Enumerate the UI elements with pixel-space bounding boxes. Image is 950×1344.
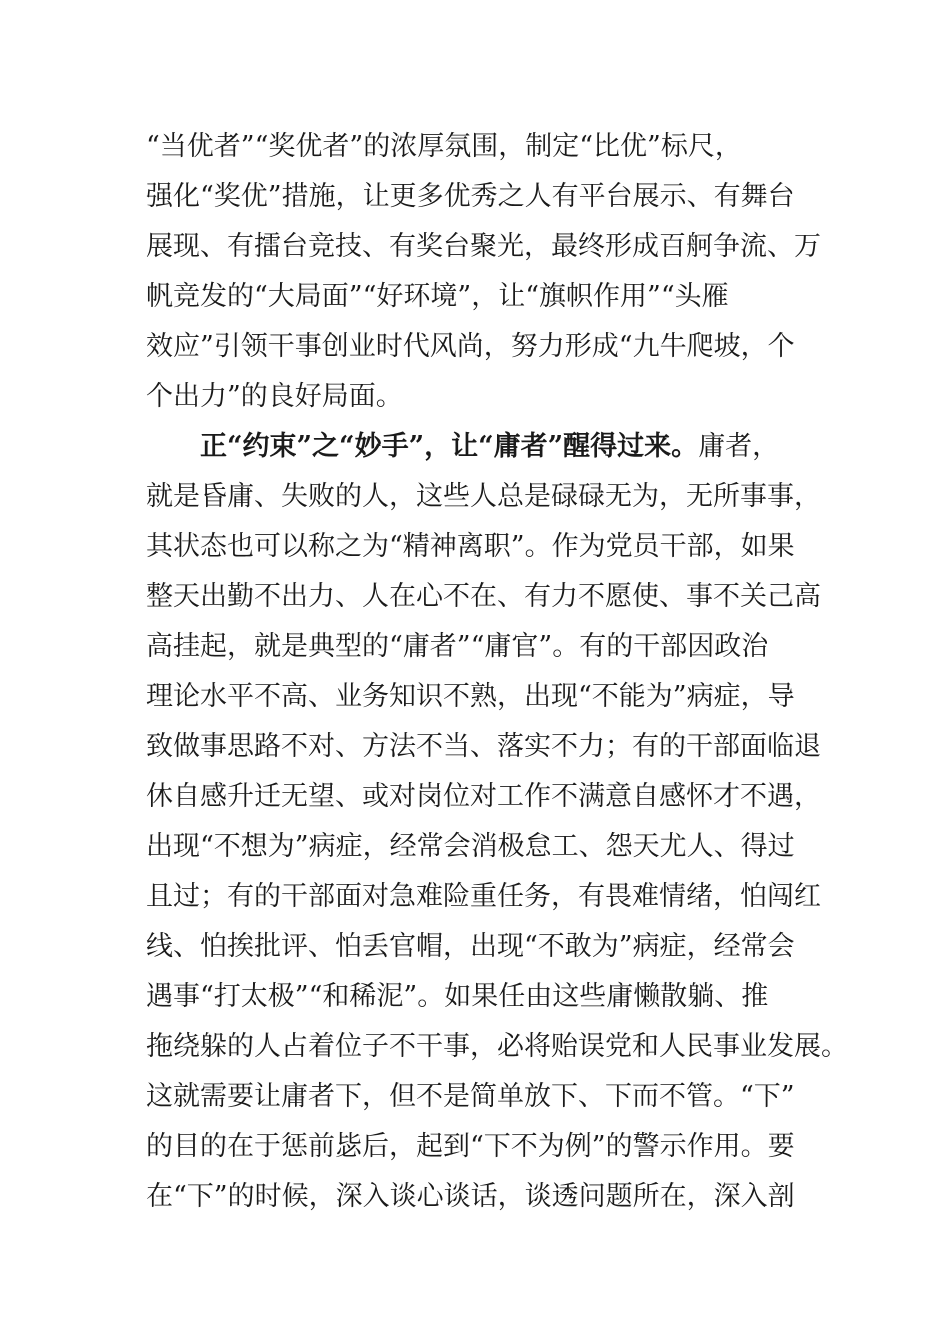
- text-line: 展现、有擂台竞技、有奖台聚光，最终形成百舸争流、万: [146, 231, 821, 262]
- text-line: 致做事思路不对、方法不当、落实不力；有的干部面临退: [146, 731, 821, 762]
- text-line: 在“下”的时候，深入谈心谈话，谈透问题所在，深入剖: [146, 1181, 795, 1212]
- paragraph-start-line: [146, 422, 806, 472]
- text-line: “当优者”“奖优者”的浓厚氛围，制定“比优”标尺，: [146, 131, 742, 162]
- text-line: 整天出勤不出力、人在心不在、有力不愿使、事不关己高: [146, 581, 821, 612]
- text-line: 遇事“打太极”“和稀泥”。如果任由这些庸懒散躺、推: [146, 981, 769, 1012]
- text-line: 理论水平不高、业务知识不熟，出现“不能为”病症，导: [146, 681, 795, 712]
- text-line: 这就需要让庸者下，但不是简单放下、下而不管。“下”: [146, 1081, 795, 1112]
- text-line: 的目的在于惩前毖后，起到“下不为例”的警示作用。要: [146, 1131, 795, 1162]
- text-line: 拖绕躲的人占着位子不干事，必将贻误党和人民事业发展。: [146, 1031, 848, 1062]
- text-line: 强化“奖优”措施，让更多优秀之人有平台展示、有舞台: [146, 181, 795, 212]
- text-line: 线、怕挨批评、怕丢官帽，出现“不敢为”病症，经常会: [146, 931, 795, 962]
- text-line: 出现“不想为”病症，经常会消极怠工、怨天尤人、得过: [146, 831, 795, 862]
- text-line: 高挂起，就是典型的“庸者”“庸官”。有的干部因政治: [146, 631, 769, 662]
- text-line: 个出力”的良好局面。: [146, 381, 403, 412]
- text-line: 其状态也可以称之为“精神离职”。作为党员干部，如果: [146, 531, 795, 562]
- text-line: 效应”引领干事创业时代风尚，努力形成“九牛爬坡，个: [146, 331, 795, 362]
- body-text: [146, 122, 848, 1222]
- text-segment: 庸者，: [698, 431, 780, 462]
- paragraph-heading: 正“约束”之“妙手”，让“庸者”醒得过来。: [200, 431, 699, 462]
- text-line: 且过；有的干部面对急难险重任务，有畏难情绪，怕闯红: [146, 881, 821, 912]
- text-line: 帆竞发的“大局面”“好环境”，让“旗帜作用”“头雁: [146, 281, 729, 312]
- text-line: 休自感升迁无望、或对岗位对工作不满意自感怀才不遇，: [146, 781, 821, 812]
- text-line: 就是昏庸、失败的人，这些人总是碌碌无为，无所事事，: [146, 481, 821, 512]
